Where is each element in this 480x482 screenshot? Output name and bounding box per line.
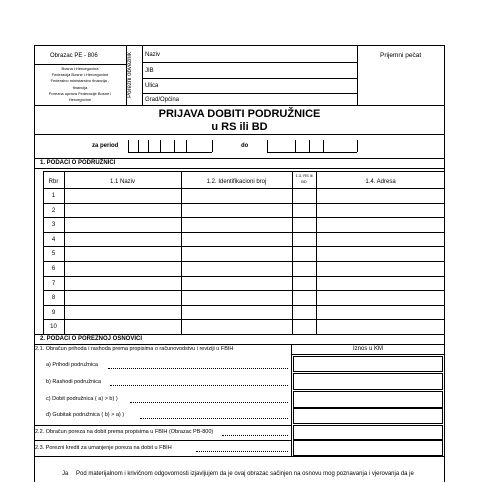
- row-number: 4: [51, 237, 56, 243]
- period-to-label: do: [241, 143, 249, 149]
- field-jib[interactable]: JIB: [145, 68, 154, 74]
- issuer-lines: Bosna i Hercegovina Federacija Bosne i Hercegovine Federalno ministarstvo financija - financija Porezna uprava Federacije Bosne i Hercegovine: [48, 66, 112, 103]
- taxpayer-vertical-label: Porezni obveznik: [127, 52, 133, 98]
- col-adresa: 1.4. Adresa: [365, 179, 396, 185]
- amount-porez[interactable]: [293, 425, 443, 440]
- item-gubitak: d) Gubitak podružnica ( b) > a) ): [46, 412, 125, 418]
- row-number: 7: [51, 281, 56, 287]
- item-rashodi: b) Rashodi podružnica: [46, 379, 102, 385]
- section1-heading: 1. PODACI O PODRUŽNICI: [40, 160, 116, 166]
- row-2-3: 2.3. Porezni kredit za umanjenje poreza na dobit u FBIH: [35, 445, 172, 451]
- stamp-label: Prijemni pečat: [380, 52, 422, 59]
- field-naziv[interactable]: Naziv: [145, 52, 161, 58]
- row-number: 5: [51, 251, 56, 257]
- amount-header: Iznos u KM: [352, 346, 383, 352]
- amount-dobit[interactable]: [293, 391, 443, 408]
- row-number: 2: [51, 208, 56, 214]
- item-dobit: c) Dobit podružnica ( a) > b) ): [46, 396, 118, 402]
- col-rs-bd: 1.3. RS ili BD: [295, 173, 313, 184]
- row-number: 8: [51, 295, 56, 301]
- row-number: 1: [51, 193, 56, 199]
- row-2-1: 2.1. Obračun prihoda i rashoda prema propisima o računovodstvu i reviziji u FBIH: [35, 346, 234, 352]
- period-from-input[interactable]: [128, 140, 212, 153]
- form-subtitle: u RS ili BD: [211, 121, 268, 133]
- col-naziv: 1.1 Naziv: [109, 179, 135, 185]
- row-number: 6: [51, 266, 56, 272]
- declaration-text: Pod materijalnom i krivičnom odgovornosti izjavljujem da je ovaj obrazac sačinjen na osnovu mog poznavanja i vjerovanja da je: [76, 471, 414, 477]
- col-id-broj: 1.2. Identifikacioni broj: [206, 179, 267, 185]
- col-rbr: Rbr: [48, 179, 59, 185]
- amount-prihodi[interactable]: [293, 356, 443, 372]
- period-from-label: za period: [92, 143, 119, 149]
- section2-heading: 2. PODACI O POREZNOJ OSNOVICI: [40, 336, 143, 342]
- form-code: Obrazac PE - 806: [50, 53, 98, 59]
- branch-table: [43, 171, 445, 334]
- amount-rashodi[interactable]: [293, 373, 443, 390]
- row-2-2: 2.2. Obračun poreza na dobit prema propisima u FBIH (Obrazac PB-800): [35, 429, 214, 435]
- amount-kredit[interactable]: [293, 440, 443, 456]
- header-issuer-box: [34, 45, 126, 105]
- row-number: 9: [51, 310, 56, 316]
- field-grad[interactable]: Grad/Općina: [145, 97, 180, 103]
- item-prihodi: a) Prihodi podružnica: [46, 362, 98, 368]
- amount-gubitak[interactable]: [293, 408, 443, 424]
- declaration-marker: Ja: [62, 471, 69, 477]
- field-ulica[interactable]: Ulica: [145, 83, 159, 89]
- period-to-input[interactable]: [267, 140, 357, 153]
- row-number: 3: [51, 222, 56, 228]
- row-number: 10: [50, 324, 57, 330]
- form-title: PRIJAVA DOBITI PODRUŽNICE: [158, 108, 321, 120]
